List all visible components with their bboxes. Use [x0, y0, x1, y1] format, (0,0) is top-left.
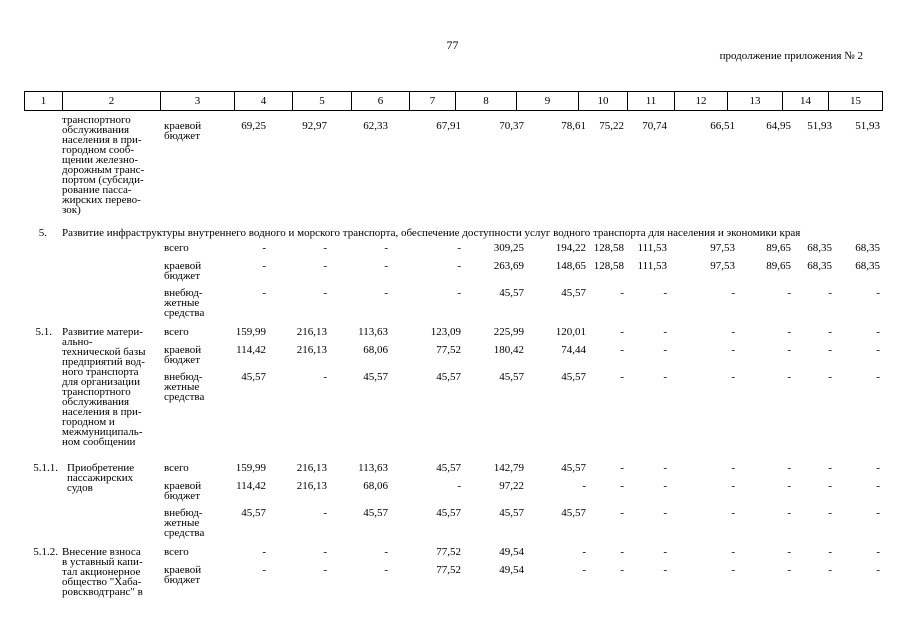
section512-cell: -: [663, 546, 667, 558]
section51-cell: 45,57: [363, 371, 388, 383]
section511-cell: 216,13: [296, 462, 327, 474]
section51-desc-line: ально-: [62, 336, 93, 348]
section5-cell: -: [323, 287, 327, 299]
section51-cell: 77,52: [436, 344, 461, 356]
section511-cell: -: [731, 507, 735, 519]
header-cell-15: 15: [829, 92, 883, 111]
section-cont-cell: 51,93: [807, 120, 832, 132]
section51-row-type: жетные: [164, 381, 200, 393]
section5-cell: 309,25: [493, 242, 524, 254]
section51-cell: 113,63: [358, 326, 388, 338]
section511-cell: 45,57: [363, 507, 388, 519]
section512-cell: -: [876, 546, 880, 558]
section51-cell: -: [787, 326, 791, 338]
section511-desc-line: судов: [67, 482, 93, 494]
section512-desc-line: в уставный капи-: [62, 556, 143, 568]
section51-cell: 180,42: [493, 344, 524, 356]
section5-cell: -: [323, 242, 327, 254]
section511-cell: -: [828, 480, 832, 492]
section511-cell: 159,99: [235, 462, 266, 474]
section51-cell: -: [731, 371, 735, 383]
section512-cell: -: [384, 564, 388, 576]
section51-number: 5.1.: [35, 326, 52, 338]
section511-cell: 216,13: [296, 480, 327, 492]
section51-cell: -: [876, 371, 880, 383]
section51-cell: -: [620, 371, 624, 383]
section512-cell: -: [876, 564, 880, 576]
section512-cell: -: [663, 564, 667, 576]
section5-cell: 111,53: [637, 260, 667, 272]
section511-cell: -: [787, 480, 791, 492]
section-cont-row-type: краевой: [164, 120, 202, 132]
section5-cell: -: [262, 260, 266, 272]
section-cont-cell: 62,33: [363, 120, 388, 132]
section511-cell: -: [663, 507, 667, 519]
section5-cell: -: [457, 260, 461, 272]
section51-desc-line: транспортного: [62, 386, 131, 398]
section-cont-cell: 78,61: [561, 120, 586, 132]
section5-cell: -: [384, 242, 388, 254]
header-cell-2: 2: [63, 92, 161, 111]
section51-desc-line: Развитие матери-: [62, 326, 143, 338]
section5-cell: -: [323, 260, 327, 272]
section-cont-cell: 70,37: [499, 120, 524, 132]
section511-cell: -: [876, 462, 880, 474]
section51-cell: -: [620, 344, 624, 356]
section5-row-type: внебюд-: [164, 287, 203, 299]
section5-cell: 68,35: [807, 260, 832, 272]
section51-cell: 45,57: [499, 371, 524, 383]
section5-cell: -: [787, 287, 791, 299]
section-cont-desc-line: городном сооб-: [62, 144, 135, 156]
section512-cell: -: [582, 546, 586, 558]
section5-cell: 89,65: [766, 260, 791, 272]
section-cont-desc-line: зок): [62, 204, 81, 216]
page-number: 77: [446, 38, 459, 52]
section-cont-desc-line: дорожным транс-: [62, 164, 145, 176]
section512-desc-line: общество "Хаба-: [62, 576, 142, 588]
section512-row-type: краевой: [164, 564, 202, 576]
section511-cell: 97,22: [499, 480, 524, 492]
section-cont-row-type: бюджет: [164, 130, 200, 142]
section51-row-type: внебюд-: [164, 371, 203, 383]
section5-cell: 263,69: [493, 260, 524, 272]
section511-row-type: краевой: [164, 480, 202, 492]
section512-cell: 49,54: [499, 564, 524, 576]
header-cell-5: 5: [293, 92, 352, 111]
section5-cell: 68,35: [855, 260, 880, 272]
section511-cell: -: [731, 462, 735, 474]
section-cont-cell: 70,74: [642, 120, 667, 132]
section51-cell: 216,13: [296, 326, 327, 338]
section511-cell: 45,57: [436, 507, 461, 519]
section51-cell: 216,13: [296, 344, 327, 356]
section5-row-type: средства: [164, 307, 205, 319]
section5-cell: 68,35: [855, 242, 880, 254]
section5-cell: -: [262, 242, 266, 254]
section512-row-type: всего: [164, 546, 189, 558]
section-cont-cell: 69,25: [241, 120, 266, 132]
section5-cell: -: [457, 287, 461, 299]
header-cell-1: 1: [25, 92, 63, 111]
header-cell-8: 8: [456, 92, 517, 111]
section511-cell: -: [828, 462, 832, 474]
section512-cell: -: [323, 546, 327, 558]
section-cont-desc-line: рование пасса-: [62, 184, 132, 196]
section512-cell: -: [323, 564, 327, 576]
section512-cell: -: [262, 564, 266, 576]
section51-cell: -: [828, 326, 832, 338]
section51-cell: -: [828, 344, 832, 356]
section511-cell: 45,57: [561, 462, 586, 474]
section5-cell: 128,58: [593, 242, 624, 254]
section51-desc-line: предприятий вод-: [62, 356, 145, 368]
section5-cell: -: [876, 287, 880, 299]
section512-cell: -: [620, 564, 624, 576]
section511-cell: -: [876, 507, 880, 519]
header-cell-3: 3: [161, 92, 235, 111]
section5-row-type: всего: [164, 242, 189, 254]
section512-desc-line: тал акционерное: [62, 566, 141, 578]
section511-cell: 45,57: [436, 462, 461, 474]
section51-cell: 159,99: [235, 326, 266, 338]
section51-cell: 120,01: [555, 326, 586, 338]
section512-cell: -: [787, 564, 791, 576]
section511-row-type: всего: [164, 462, 189, 474]
section512-cell: -: [828, 546, 832, 558]
section51-cell: 74,44: [561, 344, 586, 356]
section5-cell: 45,57: [499, 287, 524, 299]
section512-cell: -: [582, 564, 586, 576]
section511-desc-line: пассажирских: [67, 472, 134, 484]
section51-cell: 68,06: [363, 344, 388, 356]
section512-cell: 77,52: [436, 564, 461, 576]
header-cell-11: 11: [628, 92, 675, 111]
section5-cell: 68,35: [807, 242, 832, 254]
section5-number: 5.: [38, 227, 47, 239]
section51-cell: -: [876, 326, 880, 338]
section512-cell: -: [620, 546, 624, 558]
header-cell-14: 14: [783, 92, 829, 111]
section511-cell: -: [787, 507, 791, 519]
section51-cell: 45,57: [436, 371, 461, 383]
section51-cell: -: [663, 344, 667, 356]
header-cell-10: 10: [579, 92, 628, 111]
section511-cell: 68,06: [363, 480, 388, 492]
section512-cell: 77,52: [436, 546, 461, 558]
section51-cell: 45,57: [241, 371, 266, 383]
section511-row-type: внебюд-: [164, 507, 203, 519]
section512-desc-line: Внесение взноса: [62, 546, 141, 558]
header-cell-12: 12: [675, 92, 728, 111]
section5-cell: 111,53: [637, 242, 667, 254]
section51-cell: -: [731, 326, 735, 338]
section51-cell: -: [787, 371, 791, 383]
section5-cell: 148,65: [555, 260, 586, 272]
section51-row-type: краевой: [164, 344, 202, 356]
section511-cell: -: [731, 480, 735, 492]
section5-cell: 194,22: [555, 242, 586, 254]
section51-desc-line: для организации: [62, 376, 140, 388]
section51-cell: -: [731, 344, 735, 356]
section511-cell: -: [663, 480, 667, 492]
section51-row-type: средства: [164, 391, 205, 403]
section512-cell: -: [262, 546, 266, 558]
section5-cell: -: [620, 287, 624, 299]
section5-cell: 45,57: [561, 287, 586, 299]
section51-cell: -: [828, 371, 832, 383]
section512-cell: -: [384, 546, 388, 558]
section5-cell: -: [828, 287, 832, 299]
section511-number: 5.1.1.: [33, 462, 58, 474]
section-cont-desc-line: портом (субсиди-: [62, 174, 144, 186]
section51-cell: 225,99: [493, 326, 524, 338]
section-cont-cell: 92,97: [302, 120, 327, 132]
section5-row-type: жетные: [164, 297, 200, 309]
section-cont-cell: 67,91: [436, 120, 461, 132]
section511-cell: -: [787, 462, 791, 474]
section511-row-type: бюджет: [164, 490, 200, 502]
section51-cell: -: [876, 344, 880, 356]
section511-cell: 114,42: [236, 480, 266, 492]
section511-cell: -: [876, 480, 880, 492]
section51-cell: 123,09: [430, 326, 461, 338]
continuation-note: продолжение приложения № 2: [719, 50, 863, 62]
section51-cell: -: [663, 326, 667, 338]
section511-row-type: жетные: [164, 517, 200, 529]
section-cont-desc-line: обслуживания: [62, 124, 130, 136]
section511-cell: -: [323, 507, 327, 519]
section511-cell: 142,79: [493, 462, 524, 474]
section511-cell: 45,57: [499, 507, 524, 519]
section51-cell: 45,57: [561, 371, 586, 383]
section51-desc-line: ного транспорта: [62, 366, 139, 378]
header-cell-7: 7: [410, 92, 456, 111]
section5-cell: 97,53: [710, 242, 735, 254]
section5-cell: -: [384, 260, 388, 272]
header-cell-6: 6: [352, 92, 410, 111]
section51-cell: -: [787, 344, 791, 356]
section511-cell: -: [457, 480, 461, 492]
section512-row-type: бюджет: [164, 574, 200, 586]
section51-desc-line: городном и: [62, 416, 115, 428]
section-cont-cell: 64,95: [766, 120, 791, 132]
section51-row-type: бюджет: [164, 354, 200, 366]
section-cont-desc-line: населения в при-: [62, 134, 142, 146]
column-number-header: [24, 91, 883, 111]
section-cont-desc-line: щении железно-: [62, 154, 139, 166]
section5-cell: 97,53: [710, 260, 735, 272]
section51-desc-line: населения в при-: [62, 406, 142, 418]
section511-cell: 113,63: [358, 462, 388, 474]
section51-cell: -: [620, 326, 624, 338]
section51-cell: -: [323, 371, 327, 383]
section511-cell: -: [663, 462, 667, 474]
section51-row-type: всего: [164, 326, 189, 338]
section5-cell: -: [262, 287, 266, 299]
section-cont-cell: 75,22: [599, 120, 624, 132]
section-cont-cell: 66,51: [710, 120, 735, 132]
section51-desc-line: обслуживания: [62, 396, 130, 408]
section512-cell: -: [731, 564, 735, 576]
section-cont-desc-line: жирских перево-: [62, 194, 141, 206]
section51-cell: 114,42: [236, 344, 266, 356]
section512-number: 5.1.2.: [33, 546, 58, 558]
section512-cell: -: [787, 546, 791, 558]
section5-row-type: бюджет: [164, 270, 200, 282]
header-cell-13: 13: [728, 92, 783, 111]
section51-desc-line: технической базы: [62, 346, 146, 358]
section511-row-type: средства: [164, 527, 205, 539]
section5-cell: 128,58: [593, 260, 624, 272]
section5-cell: -: [663, 287, 667, 299]
section5-cell: -: [457, 242, 461, 254]
section51-desc-line: межмуниципаль-: [62, 426, 143, 438]
header-cell-4: 4: [235, 92, 293, 111]
section511-cell: -: [620, 507, 624, 519]
section511-cell: -: [620, 480, 624, 492]
section51-cell: -: [663, 371, 667, 383]
section511-desc-line: Приобретение: [67, 462, 135, 474]
section51-desc-line: ном сообщении: [62, 436, 136, 448]
section511-cell: 45,57: [241, 507, 266, 519]
section5-title: Развитие инфраструктуры внутреннего водного и морского транспорта, обеспечение доступности услуг водного транспорта для населения и экономики края: [62, 227, 801, 239]
section5-cell: -: [384, 287, 388, 299]
section-cont-desc-line: транспортного: [62, 114, 131, 126]
section5-row-type: краевой: [164, 260, 202, 272]
section511-cell: -: [620, 462, 624, 474]
section512-cell: 49,54: [499, 546, 524, 558]
section511-cell: -: [828, 507, 832, 519]
section512-cell: -: [828, 564, 832, 576]
section512-cell: -: [731, 546, 735, 558]
section512-desc-line: ровскводтранс" в: [62, 586, 143, 598]
section-cont-cell: 51,93: [855, 120, 880, 132]
section5-cell: -: [731, 287, 735, 299]
header-cell-9: 9: [517, 92, 579, 111]
section5-cell: 89,65: [766, 242, 791, 254]
section511-cell: 45,57: [561, 507, 586, 519]
section511-cell: -: [582, 480, 586, 492]
